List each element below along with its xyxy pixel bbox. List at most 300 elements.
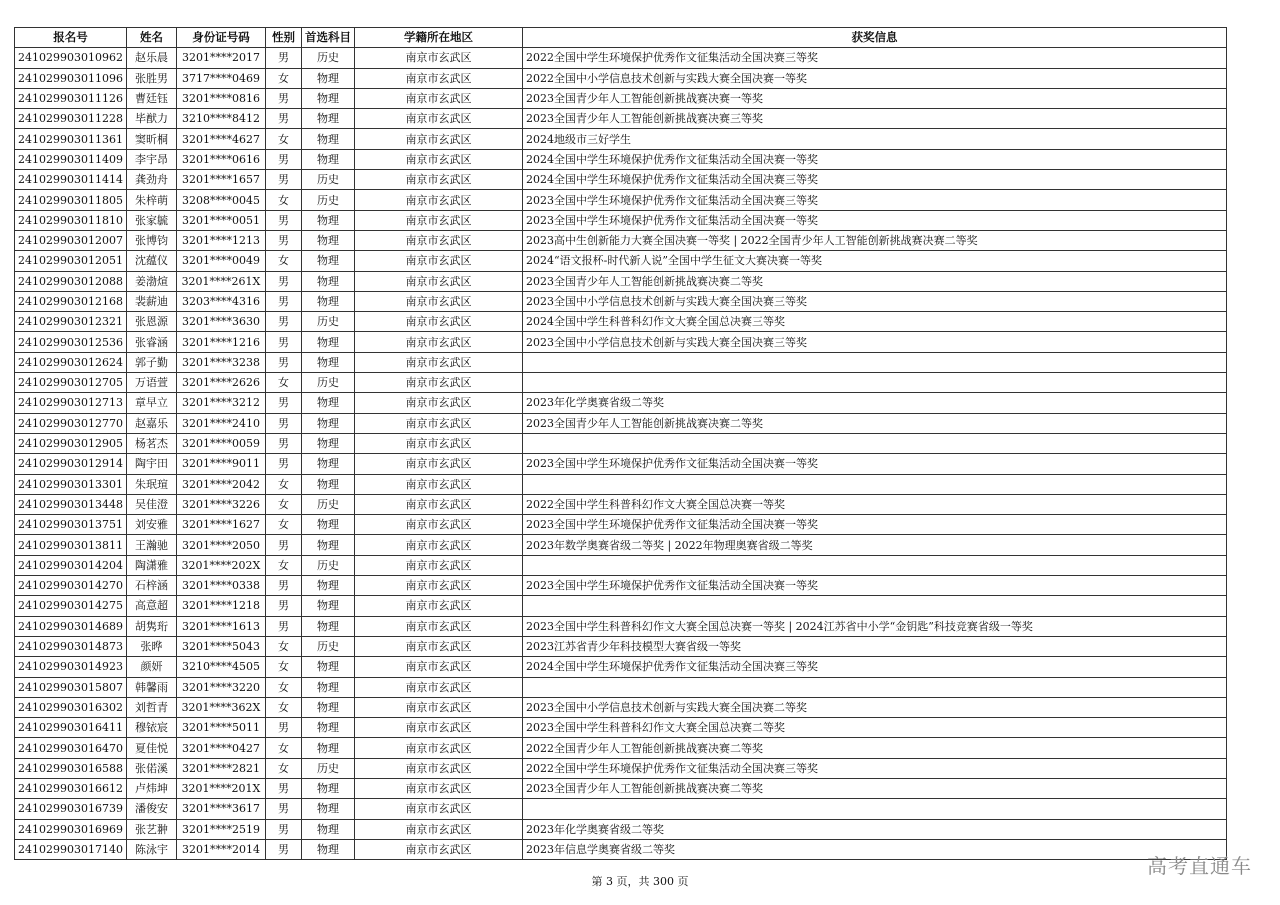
- cell-gender: 男: [265, 576, 301, 596]
- cell-subject: 物理: [301, 535, 354, 555]
- table-row: [15, 210, 1227, 230]
- cell-name: 王瀚驰: [126, 535, 176, 555]
- cell-awards: [522, 474, 1226, 494]
- cell-awards: 2024全国中学生环境保护优秀作文征集活动全国决赛三等奖: [522, 657, 1226, 677]
- cell-id-number: 3201****2014: [176, 839, 265, 859]
- table-row: [15, 799, 1227, 819]
- cell-name: 穆铱宸: [126, 718, 176, 738]
- table-row: [15, 88, 1227, 108]
- cell-region: 南京市玄武区: [354, 454, 522, 474]
- cell-gender: 男: [265, 210, 301, 230]
- cell-region: 南京市玄武区: [354, 474, 522, 494]
- table-row: [15, 535, 1227, 555]
- table-header-row: [15, 28, 1227, 48]
- cell-registration-no: 241029903016969: [15, 819, 127, 839]
- cell-awards: 2024地级市三好学生: [522, 129, 1226, 149]
- cell-region: 南京市玄武区: [354, 718, 522, 738]
- cell-region: 南京市玄武区: [354, 312, 522, 332]
- cell-awards: 2023全国中学生科普科幻作文大赛全国总决赛一等奖 | 2024江苏省中小学“金钥匙”科技竞赛省级一等奖: [522, 616, 1226, 636]
- cell-region: 南京市玄武区: [354, 636, 522, 656]
- cell-subject: 物理: [301, 697, 354, 717]
- table-row: [15, 718, 1227, 738]
- cell-id-number: 3201****3212: [176, 393, 265, 413]
- table-row: [15, 494, 1227, 514]
- col-header-subject: 首选科目: [301, 28, 354, 48]
- cell-subject: 物理: [301, 149, 354, 169]
- table-row: [15, 190, 1227, 210]
- watermark-text: 高考直通车: [1147, 854, 1252, 878]
- cell-awards: 2023全国青少年人工智能创新挑战赛决赛二等奖: [522, 778, 1226, 798]
- cell-gender: 女: [265, 738, 301, 758]
- cell-registration-no: 241029903014270: [15, 576, 127, 596]
- cell-registration-no: 241029903016302: [15, 697, 127, 717]
- cell-awards: 2023年信息学奥赛省级二等奖: [522, 839, 1226, 859]
- cell-awards: 2023全国中学生科普科幻作文大赛全国总决赛二等奖: [522, 718, 1226, 738]
- cell-name: 张偌溪: [126, 758, 176, 778]
- cell-gender: 男: [265, 839, 301, 859]
- cell-name: 赵嘉乐: [126, 413, 176, 433]
- cell-registration-no: 241029903012536: [15, 332, 127, 352]
- cell-awards: 2023年数学奥赛省级二等奖 | 2022年物理奥赛省级二等奖: [522, 535, 1226, 555]
- cell-registration-no: 241029903012914: [15, 454, 127, 474]
- cell-gender: 男: [265, 819, 301, 839]
- cell-awards: 2023全国中学生环境保护优秀作文征集活动全国决赛一等奖: [522, 515, 1226, 535]
- cell-registration-no: 241029903016470: [15, 738, 127, 758]
- cell-id-number: 3201****0059: [176, 433, 265, 453]
- cell-subject: 物理: [301, 799, 354, 819]
- cell-registration-no: 241029903011409: [15, 149, 127, 169]
- cell-name: 潘俊安: [126, 799, 176, 819]
- cell-region: 南京市玄武区: [354, 819, 522, 839]
- cell-subject: 历史: [301, 758, 354, 778]
- cell-region: 南京市玄武区: [354, 68, 522, 88]
- cell-subject: 物理: [301, 352, 354, 372]
- cell-name: 龚劲舟: [126, 170, 176, 190]
- cell-registration-no: 241029903012051: [15, 251, 127, 271]
- cell-registration-no: 241029903011126: [15, 88, 127, 108]
- cell-registration-no: 241029903011228: [15, 109, 127, 129]
- cell-gender: 男: [265, 170, 301, 190]
- cell-id-number: 3201****3226: [176, 494, 265, 514]
- cell-awards: 2023全国青少年人工智能创新挑战赛决赛三等奖: [522, 109, 1226, 129]
- cell-id-number: 3201****0049: [176, 251, 265, 271]
- cell-gender: 女: [265, 636, 301, 656]
- cell-gender: 女: [265, 677, 301, 697]
- cell-subject: 物理: [301, 596, 354, 616]
- cell-subject: 物理: [301, 433, 354, 453]
- cell-registration-no: 241029903012705: [15, 373, 127, 393]
- cell-registration-no: 241029903016588: [15, 758, 127, 778]
- cell-subject: 物理: [301, 839, 354, 859]
- cell-awards: 2022全国中学生科普科幻作文大赛全国总决赛一等奖: [522, 494, 1226, 514]
- cell-name: 沈蕴仪: [126, 251, 176, 271]
- cell-name: 张博钧: [126, 230, 176, 250]
- cell-registration-no: 241029903014275: [15, 596, 127, 616]
- table-row: [15, 433, 1227, 453]
- table-row: [15, 819, 1227, 839]
- cell-subject: 物理: [301, 474, 354, 494]
- cell-registration-no: 241029903016411: [15, 718, 127, 738]
- cell-region: 南京市玄武区: [354, 596, 522, 616]
- cell-id-number: 3201****2519: [176, 819, 265, 839]
- cell-gender: 男: [265, 596, 301, 616]
- cell-id-number: 3201****4627: [176, 129, 265, 149]
- cell-region: 南京市玄武区: [354, 48, 522, 68]
- cell-registration-no: 241029903017140: [15, 839, 127, 859]
- cell-name: 窦昕桐: [126, 129, 176, 149]
- cell-subject: 历史: [301, 555, 354, 575]
- table-row: [15, 839, 1227, 859]
- cell-region: 南京市玄武区: [354, 657, 522, 677]
- cell-subject: 物理: [301, 677, 354, 697]
- cell-registration-no: 241029903012905: [15, 433, 127, 453]
- cell-name: 赵乐晨: [126, 48, 176, 68]
- cell-registration-no: 241029903014689: [15, 616, 127, 636]
- cell-name: 李宇昂: [126, 149, 176, 169]
- cell-name: 郭子勤: [126, 352, 176, 372]
- cell-awards: 2023全国中小学信息技术创新与实践大赛全国决赛三等奖: [522, 291, 1226, 311]
- cell-id-number: 3201****362X: [176, 697, 265, 717]
- table-row: [15, 474, 1227, 494]
- cell-gender: 男: [265, 332, 301, 352]
- cell-region: 南京市玄武区: [354, 170, 522, 190]
- cell-gender: 男: [265, 433, 301, 453]
- cell-name: 陈泳宇: [126, 839, 176, 859]
- cell-id-number: 3201****1218: [176, 596, 265, 616]
- cell-awards: [522, 596, 1226, 616]
- cell-region: 南京市玄武区: [354, 576, 522, 596]
- cell-awards: [522, 352, 1226, 372]
- cell-region: 南京市玄武区: [354, 413, 522, 433]
- cell-awards: 2022全国中学生环境保护优秀作文征集活动全国决赛三等奖: [522, 48, 1226, 68]
- cell-region: 南京市玄武区: [354, 291, 522, 311]
- cell-id-number: 3201****1657: [176, 170, 265, 190]
- cell-subject: 物理: [301, 271, 354, 291]
- cell-region: 南京市玄武区: [354, 738, 522, 758]
- cell-registration-no: 241029903011805: [15, 190, 127, 210]
- cell-registration-no: 241029903011414: [15, 170, 127, 190]
- cell-id-number: 3201****3220: [176, 677, 265, 697]
- table-row: [15, 454, 1227, 474]
- cell-gender: 男: [265, 312, 301, 332]
- cell-gender: 男: [265, 109, 301, 129]
- cell-id-number: 3208****0045: [176, 190, 265, 210]
- table-row: [15, 332, 1227, 352]
- cell-registration-no: 241029903013751: [15, 515, 127, 535]
- cell-region: 南京市玄武区: [354, 109, 522, 129]
- table-row: [15, 515, 1227, 535]
- cell-id-number: 3201****0616: [176, 149, 265, 169]
- cell-registration-no: 241029903016739: [15, 799, 127, 819]
- cell-subject: 历史: [301, 170, 354, 190]
- cell-gender: 女: [265, 373, 301, 393]
- cell-subject: 历史: [301, 494, 354, 514]
- cell-subject: 历史: [301, 312, 354, 332]
- cell-id-number: 3201****202X: [176, 555, 265, 575]
- table-row: [15, 657, 1227, 677]
- cell-gender: 女: [265, 758, 301, 778]
- cell-awards: [522, 555, 1226, 575]
- cell-id-number: 3201****1613: [176, 616, 265, 636]
- cell-region: 南京市玄武区: [354, 697, 522, 717]
- cell-id-number: 3201****2042: [176, 474, 265, 494]
- cell-gender: 女: [265, 68, 301, 88]
- cell-region: 南京市玄武区: [354, 799, 522, 819]
- cell-registration-no: 241029903012168: [15, 291, 127, 311]
- cell-registration-no: 241029903011361: [15, 129, 127, 149]
- cell-name: 曹廷钰: [126, 88, 176, 108]
- cell-gender: 女: [265, 555, 301, 575]
- cell-name: 杨茗杰: [126, 433, 176, 453]
- cell-subject: 历史: [301, 48, 354, 68]
- cell-name: 卢炜坤: [126, 778, 176, 798]
- cell-awards: 2023年化学奥赛省级二等奖: [522, 393, 1226, 413]
- cell-gender: 女: [265, 697, 301, 717]
- cell-gender: 男: [265, 352, 301, 372]
- cell-name: 毕猷力: [126, 109, 176, 129]
- cell-id-number: 3201****0816: [176, 88, 265, 108]
- cell-id-number: 3717****0469: [176, 68, 265, 88]
- cell-region: 南京市玄武区: [354, 393, 522, 413]
- cell-name: 夏佳悦: [126, 738, 176, 758]
- cell-subject: 物理: [301, 393, 354, 413]
- cell-gender: 男: [265, 291, 301, 311]
- cell-awards: 2023全国中小学信息技术创新与实践大赛全国决赛二等奖: [522, 697, 1226, 717]
- cell-name: 韩馨雨: [126, 677, 176, 697]
- cell-region: 南京市玄武区: [354, 373, 522, 393]
- cell-name: 吴佳澄: [126, 494, 176, 514]
- cell-region: 南京市玄武区: [354, 230, 522, 250]
- cell-registration-no: 241029903016612: [15, 778, 127, 798]
- table-row: [15, 271, 1227, 291]
- cell-id-number: 3210****8412: [176, 109, 265, 129]
- cell-region: 南京市玄武区: [354, 535, 522, 555]
- cell-id-number: 3201****261X: [176, 271, 265, 291]
- cell-region: 南京市玄武区: [354, 778, 522, 798]
- table-row: [15, 230, 1227, 250]
- table-row: [15, 48, 1227, 68]
- cell-gender: 女: [265, 515, 301, 535]
- table-row: [15, 758, 1227, 778]
- cell-registration-no: 241029903014923: [15, 657, 127, 677]
- cell-awards: 2023全国中小学信息技术创新与实践大赛全国决赛三等奖: [522, 332, 1226, 352]
- cell-awards: 2022全国中学生环境保护优秀作文征集活动全国决赛三等奖: [522, 758, 1226, 778]
- cell-region: 南京市玄武区: [354, 332, 522, 352]
- cell-registration-no: 241029903012007: [15, 230, 127, 250]
- table-row: [15, 393, 1227, 413]
- cell-name: 陶潇雅: [126, 555, 176, 575]
- table-row: [15, 312, 1227, 332]
- cell-subject: 历史: [301, 190, 354, 210]
- cell-id-number: 3203****4316: [176, 291, 265, 311]
- cell-id-number: 3210****4505: [176, 657, 265, 677]
- cell-region: 南京市玄武区: [354, 839, 522, 859]
- cell-region: 南京市玄武区: [354, 433, 522, 453]
- table-row: [15, 596, 1227, 616]
- cell-name: 石梓涵: [126, 576, 176, 596]
- cell-registration-no: 241029903012321: [15, 312, 127, 332]
- cell-gender: 男: [265, 271, 301, 291]
- cell-gender: 男: [265, 778, 301, 798]
- cell-id-number: 3201****9011: [176, 454, 265, 474]
- cell-name: 刘安雅: [126, 515, 176, 535]
- cell-awards: 2024全国中学生环境保护优秀作文征集活动全国决赛三等奖: [522, 170, 1226, 190]
- cell-gender: 男: [265, 454, 301, 474]
- cell-subject: 物理: [301, 515, 354, 535]
- cell-subject: 物理: [301, 332, 354, 352]
- cell-gender: 男: [265, 799, 301, 819]
- cell-name: 裴薪迪: [126, 291, 176, 311]
- cell-subject: 物理: [301, 413, 354, 433]
- cell-id-number: 3201****5043: [176, 636, 265, 656]
- cell-id-number: 3201****2017: [176, 48, 265, 68]
- cell-region: 南京市玄武区: [354, 515, 522, 535]
- cell-name: 张艺翀: [126, 819, 176, 839]
- cell-name: 胡隽珩: [126, 616, 176, 636]
- cell-awards: 2024全国中学生科普科幻作文大赛全国总决赛三等奖: [522, 312, 1226, 332]
- cell-gender: 女: [265, 494, 301, 514]
- cell-id-number: 3201****2821: [176, 758, 265, 778]
- table-row: [15, 738, 1227, 758]
- cell-region: 南京市玄武区: [354, 616, 522, 636]
- cell-subject: 物理: [301, 738, 354, 758]
- cell-awards: [522, 433, 1226, 453]
- cell-gender: 男: [265, 48, 301, 68]
- cell-name: 张胜男: [126, 68, 176, 88]
- cell-region: 南京市玄武区: [354, 677, 522, 697]
- cell-region: 南京市玄武区: [354, 758, 522, 778]
- cell-registration-no: 241029903012088: [15, 271, 127, 291]
- cell-subject: 物理: [301, 819, 354, 839]
- col-header-registration-no: 报名号: [15, 28, 127, 48]
- cell-awards: 2023年化学奥赛省级二等奖: [522, 819, 1226, 839]
- cell-gender: 女: [265, 251, 301, 271]
- table-row: [15, 697, 1227, 717]
- cell-awards: 2023全国青少年人工智能创新挑战赛决赛二等奖: [522, 413, 1226, 433]
- cell-region: 南京市玄武区: [354, 251, 522, 271]
- cell-subject: 物理: [301, 616, 354, 636]
- cell-id-number: 3201****201X: [176, 778, 265, 798]
- col-header-id-number: 身份证号码: [176, 28, 265, 48]
- cell-id-number: 3201****0051: [176, 210, 265, 230]
- cell-awards: 2023全国中学生环境保护优秀作文征集活动全国决赛一等奖: [522, 576, 1226, 596]
- cell-region: 南京市玄武区: [354, 271, 522, 291]
- cell-region: 南京市玄武区: [354, 88, 522, 108]
- cell-subject: 物理: [301, 657, 354, 677]
- cell-gender: 女: [265, 657, 301, 677]
- cell-registration-no: 241029903013301: [15, 474, 127, 494]
- cell-id-number: 3201****2050: [176, 535, 265, 555]
- cell-registration-no: 241029903014873: [15, 636, 127, 656]
- cell-subject: 物理: [301, 251, 354, 271]
- table-row: [15, 352, 1227, 372]
- cell-name: 朱珉瑄: [126, 474, 176, 494]
- cell-region: 南京市玄武区: [354, 352, 522, 372]
- cell-name: 张家毓: [126, 210, 176, 230]
- cell-awards: 2023全国中学生环境保护优秀作文征集活动全国决赛三等奖: [522, 190, 1226, 210]
- cell-awards: 2022全国中小学信息技术创新与实践大赛全国决赛一等奖: [522, 68, 1226, 88]
- cell-gender: 男: [265, 149, 301, 169]
- cell-gender: 女: [265, 190, 301, 210]
- cell-id-number: 3201****1213: [176, 230, 265, 250]
- cell-gender: 男: [265, 230, 301, 250]
- cell-name: 章早立: [126, 393, 176, 413]
- table-row: [15, 373, 1227, 393]
- cell-awards: [522, 799, 1226, 819]
- cell-id-number: 3201****2626: [176, 373, 265, 393]
- cell-subject: 物理: [301, 210, 354, 230]
- cell-gender: 男: [265, 393, 301, 413]
- cell-subject: 物理: [301, 576, 354, 596]
- cell-registration-no: 241029903012624: [15, 352, 127, 372]
- col-header-region: 学籍所在地区: [354, 28, 522, 48]
- cell-awards: [522, 677, 1226, 697]
- cell-subject: 物理: [301, 88, 354, 108]
- table-row: [15, 68, 1227, 88]
- table-row: [15, 109, 1227, 129]
- cell-awards: 2023全国青少年人工智能创新挑战赛决赛二等奖: [522, 271, 1226, 291]
- cell-region: 南京市玄武区: [354, 190, 522, 210]
- cell-gender: 男: [265, 718, 301, 738]
- cell-name: 高意超: [126, 596, 176, 616]
- cell-id-number: 3201****3630: [176, 312, 265, 332]
- table-row: [15, 413, 1227, 433]
- cell-awards: 2023全国中学生环境保护优秀作文征集活动全国决赛一等奖: [522, 454, 1226, 474]
- table-row: [15, 170, 1227, 190]
- page-number: 第 3 页，共 300 页: [591, 875, 689, 888]
- table-row: [15, 576, 1227, 596]
- cell-registration-no: 241029903015807: [15, 677, 127, 697]
- cell-registration-no: 241029903011096: [15, 68, 127, 88]
- cell-name: 张睿涵: [126, 332, 176, 352]
- cell-region: 南京市玄武区: [354, 494, 522, 514]
- cell-name: 朱梓萌: [126, 190, 176, 210]
- cell-name: 陶宇田: [126, 454, 176, 474]
- cell-awards: 2023高中生创新能力大赛全国决赛一等奖 | 2022全国青少年人工智能创新挑战赛决赛二等奖: [522, 230, 1226, 250]
- col-header-gender: 性别: [265, 28, 301, 48]
- col-header-name: 姓名: [126, 28, 176, 48]
- cell-subject: 物理: [301, 291, 354, 311]
- table-row: [15, 778, 1227, 798]
- cell-subject: 物理: [301, 454, 354, 474]
- cell-region: 南京市玄武区: [354, 149, 522, 169]
- table-row: [15, 129, 1227, 149]
- cell-subject: 物理: [301, 68, 354, 88]
- cell-registration-no: 241029903011810: [15, 210, 127, 230]
- cell-id-number: 3201****0338: [176, 576, 265, 596]
- table-row: [15, 636, 1227, 656]
- cell-id-number: 3201****2410: [176, 413, 265, 433]
- cell-subject: 物理: [301, 778, 354, 798]
- table-row: [15, 555, 1227, 575]
- cell-registration-no: 241029903012713: [15, 393, 127, 413]
- cell-id-number: 3201****1627: [176, 515, 265, 535]
- cell-id-number: 3201****5011: [176, 718, 265, 738]
- cell-name: 姜渤煊: [126, 271, 176, 291]
- cell-awards: 2023全国中学生环境保护优秀作文征集活动全国决赛一等奖: [522, 210, 1226, 230]
- cell-name: 刘哲青: [126, 697, 176, 717]
- cell-subject: 物理: [301, 230, 354, 250]
- cell-subject: 物理: [301, 129, 354, 149]
- cell-awards: 2023全国青少年人工智能创新挑战赛决赛一等奖: [522, 88, 1226, 108]
- cell-id-number: 3201****3238: [176, 352, 265, 372]
- cell-registration-no: 241029903013811: [15, 535, 127, 555]
- col-header-awards: 获奖信息: [522, 28, 1226, 48]
- cell-id-number: 3201****0427: [176, 738, 265, 758]
- cell-gender: 男: [265, 413, 301, 433]
- cell-id-number: 3201****1216: [176, 332, 265, 352]
- table-row: [15, 251, 1227, 271]
